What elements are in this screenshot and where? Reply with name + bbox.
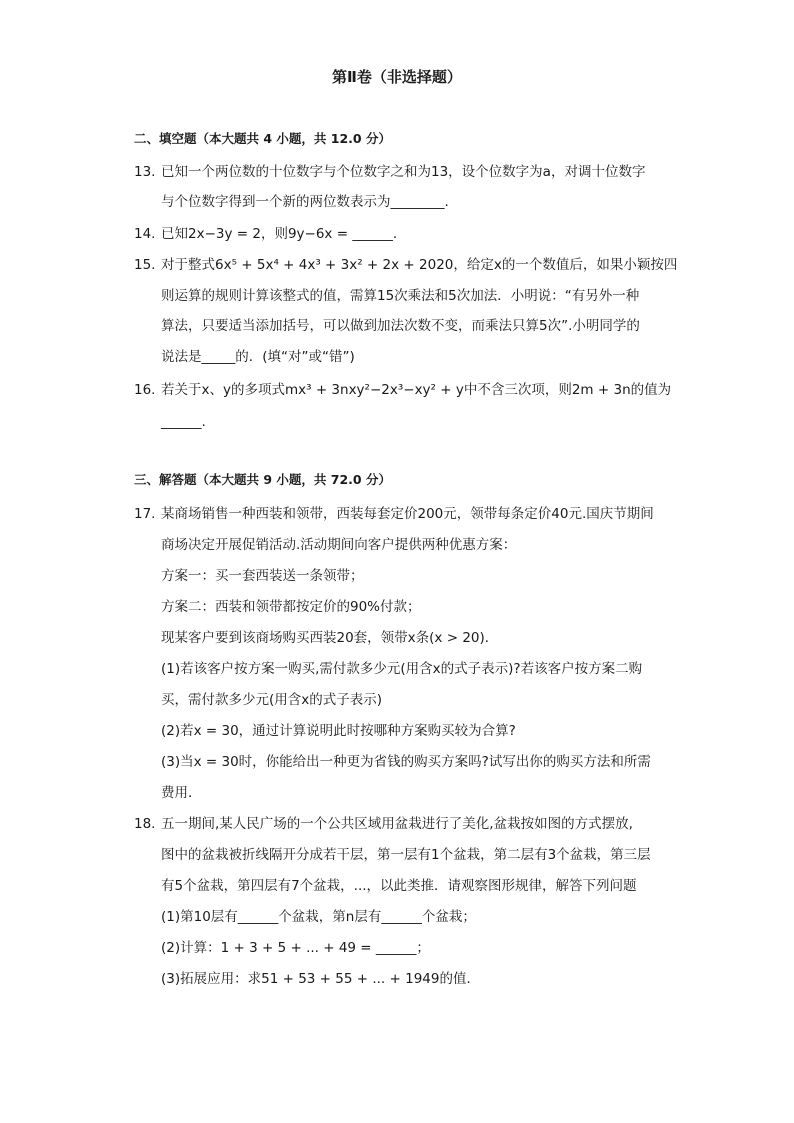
question-text: 现某客户要到该商场购买西装20套，领带x条(x > 20)． — [161, 630, 499, 646]
question-text: 买，需付款多少元(用含x的式子表示) — [161, 692, 383, 708]
question-text: 若关于x、y的多项式mx³ + 3nxy²−2x³−xy² + y中不含三次项，则2m + 3n的值为 — [161, 382, 672, 398]
question-text: (1)第10层有______个盆栽，第n层有______个盆栽； — [161, 909, 476, 925]
question-number: 18. — [134, 816, 156, 832]
question-number: 14. — [134, 226, 156, 242]
question-text: 已知2x−3y = 2，则9y−6x = ______. — [161, 226, 398, 242]
question-number: 16. — [134, 382, 156, 398]
question-text: 商场决定开展促销活动.活动期间向客户提供两种优惠方案： — [161, 537, 517, 553]
question-text: 已知一个两位数的十位数字与个位数字之和为13，设个位数字为a，对调十位数字 — [161, 164, 646, 180]
question-text: 则运算的规则计算该整式的值，需算15次乘法和5次加法．小明说：“有另外一种 — [161, 288, 640, 304]
question-text: 与个位数字得到一个新的两位数表示为________. — [161, 194, 449, 210]
question-text: (1)若该客户按方案一购买,需付款多少元(用含x的式子表示)?若该客户按方案二购 — [161, 661, 643, 677]
question-text: ______. — [161, 414, 206, 430]
question-text: (3)当x = 30时，你能给出一种更为省钱的购买方案吗?试写出你的购买方法和所需 — [161, 754, 651, 770]
question-text: 方案一：买一套西装送一条领带； — [161, 568, 364, 584]
section-heading-fill-blank: 二、填空题（本大题共 4 小题，共 12.0 分） — [134, 131, 391, 146]
question-text: (2)计算：1 + 3 + 5 + ... + 49 = ______； — [161, 940, 430, 956]
question-number: 13. — [134, 164, 156, 180]
question-text: 说法是_____的．(填“对”或“错”) — [161, 349, 355, 365]
question-text: 有5个盆栽，第四层有7个盆栽，...，以此类推．请观察图形规律，解答下列问题 — [161, 878, 637, 894]
section-heading-answer: 三、解答题（本大题共 9 小题，共 72.0 分） — [134, 472, 391, 487]
question-text: 某商场销售一种西装和领带，西装每套定价200元，领带每条定价40元.国庆节期间 — [161, 506, 654, 522]
question-text: (3)拓展应用：求51 + 53 + 55 + ... + 1949的值． — [161, 971, 480, 987]
question-text: 五一期间,某人民广场的一个公共区域用盆栽进行了美化,盆栽按如图的方式摆放, — [161, 816, 633, 832]
question-number: 17. — [134, 506, 156, 522]
question-number: 15. — [134, 257, 156, 273]
question-text: 图中的盆栽被折线隔开分成若干层，第一层有1个盆栽，第二层有3个盆栽，第三层 — [161, 847, 651, 863]
question-text: 对于整式6x⁵ + 5x⁴ + 4x³ + 3x² + 2x + 2020，给定x的一个数值后，如果小颖按四 — [161, 257, 678, 273]
page-title: 第Ⅱ卷（非选择题） — [332, 68, 462, 86]
question-text: 算法，只要适当添加括号，可以做到加法次数不变，而乘法只算5次”.小明同学的 — [161, 318, 640, 334]
question-text: 费用． — [161, 785, 202, 801]
question-text: (2)若x = 30，通过计算说明此时按哪种方案购买较为合算? — [161, 723, 516, 739]
question-text: 方案二：西装和领带都按定价的90%付款； — [161, 599, 421, 615]
